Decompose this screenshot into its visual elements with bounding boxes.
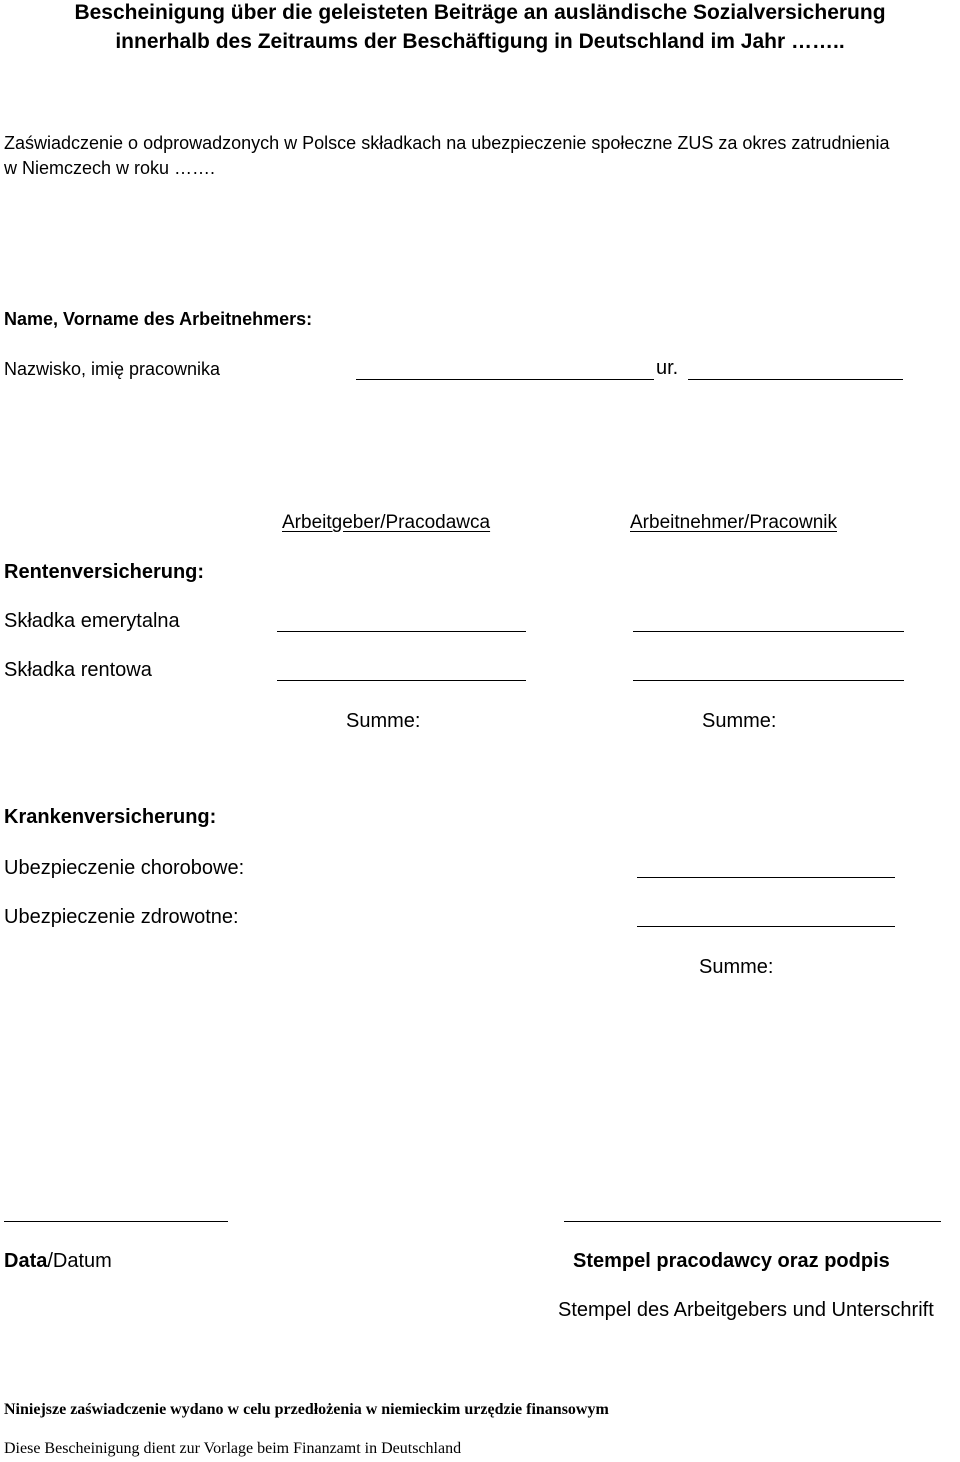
subtitle-line-1: Zaświadczenie o odprowadzonych w Polsce składkach na ubezpieczenie społeczne ZUS za okres zatrudnienia: [4, 133, 890, 153]
subtitle-line-2: w Niemczech w roku …….: [4, 158, 216, 178]
pension-retirement-employer-line[interactable]: [277, 631, 526, 632]
health-medical-employee-line[interactable]: [637, 926, 895, 927]
health-sickness-employee-line[interactable]: [637, 877, 895, 878]
footer-note-pl: Niniejsze zaświadczenie wydano w celu przedłożenia w niemieckim urzędzie finansowym: [4, 1401, 609, 1418]
pension-heading: Rentenversicherung:: [4, 561, 205, 583]
pension-sum-employee: Summe:: [702, 710, 777, 732]
date-line[interactable]: [4, 1221, 228, 1222]
health-row-sickness-label: Ubezpieczenie chorobowe:: [4, 857, 245, 879]
column-header-employer: Arbeitgeber/Pracodawca: [282, 512, 491, 533]
pension-row-disability-label: Składka rentowa: [4, 659, 152, 681]
birth-date-label: ur.: [656, 357, 679, 379]
pension-retirement-employee-line[interactable]: [633, 631, 904, 632]
title-line-2: innerhalb des Zeitraums der Beschäftigung in Deutschland im Jahr ……..: [115, 30, 845, 53]
health-heading: Krankenversicherung:: [4, 806, 217, 828]
stamp-label-pl: Stempel pracodawcy oraz podpis: [573, 1250, 890, 1272]
date-label: [4, 1249, 112, 1273]
pension-disability-employer-line[interactable]: [277, 680, 526, 681]
column-header-employee: Arbeitnehmer/Pracownik: [630, 512, 837, 533]
birth-date-line[interactable]: [688, 379, 903, 380]
stamp-signature-line[interactable]: [564, 1221, 941, 1222]
employee-label-pl: Nazwisko, imię pracownika: [4, 359, 221, 379]
date-label-pl: Data: [4, 1250, 48, 1272]
pension-row-retirement-label: Składka emerytalna: [4, 610, 180, 632]
employee-name-line[interactable]: [356, 379, 654, 380]
employee-label-de: Name, Vorname des Arbeitnehmers:: [4, 309, 313, 329]
title-line-1: Bescheinigung über die geleisteten Beiträge an ausländische Sozialversicherung: [74, 1, 886, 24]
pension-disability-employee-line[interactable]: [633, 680, 904, 681]
health-sum-employee: Summe:: [699, 956, 774, 978]
health-row-medical-label: Ubezpieczenie zdrowotne:: [4, 906, 239, 928]
date-label-de: /Datum: [47, 1250, 112, 1272]
stamp-label-de: Stempel des Arbeitgebers und Unterschrift: [558, 1299, 934, 1321]
pension-sum-employer: Summe:: [346, 710, 421, 732]
footer-note-de: Diese Bescheinigung dient zur Vorlage beim Finanzamt in Deutschland: [4, 1440, 462, 1457]
